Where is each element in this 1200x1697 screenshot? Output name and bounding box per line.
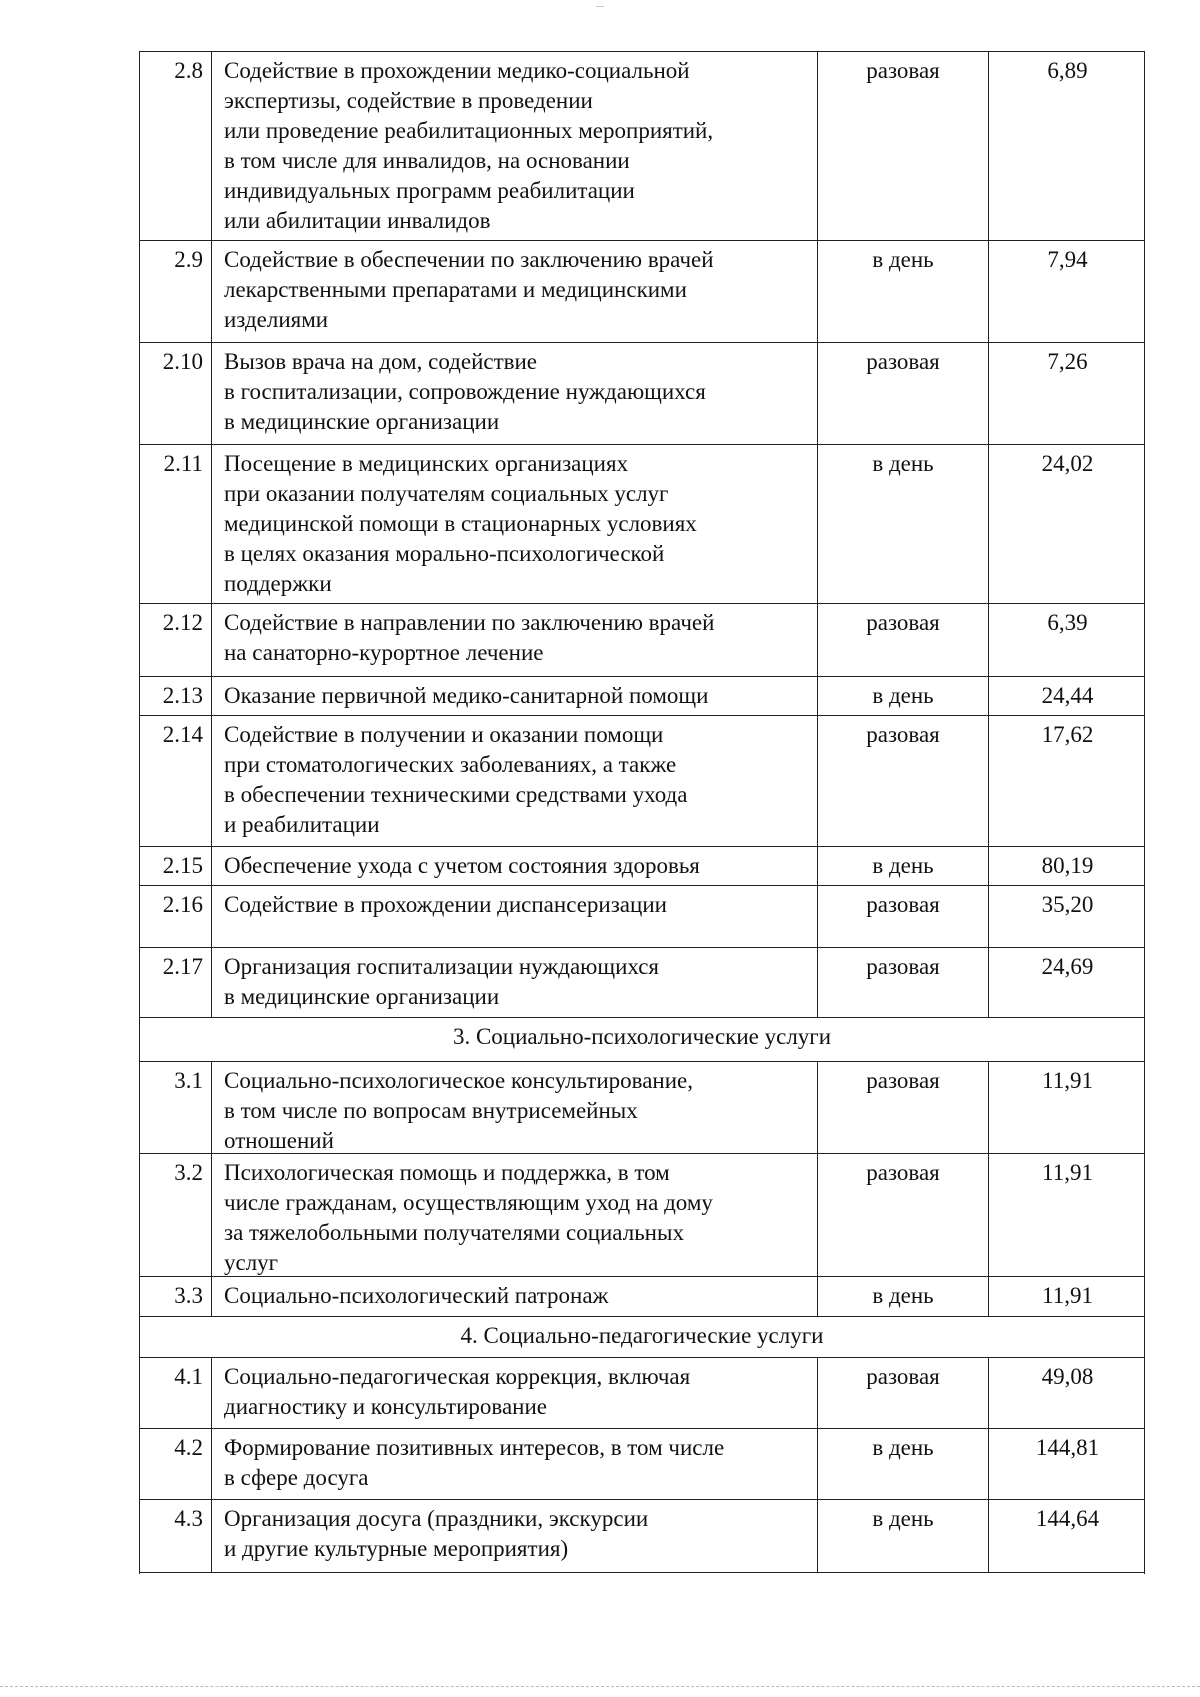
service-name-line: Оказание первичной медико-санитарной помощи [224, 683, 709, 708]
service-name [212, 52, 818, 240]
tariff-value: 6,39 [1047, 610, 1088, 635]
unit-of-service: разовая [818, 886, 989, 947]
service-name-line: в целях оказания морально-психологической [224, 541, 665, 566]
row-number: 4.1 [140, 1358, 212, 1428]
row-number: 2.12 [140, 604, 212, 676]
row-number: 2.15 [140, 847, 212, 885]
row-number: 4.3 [140, 1500, 212, 1572]
service-name-line: Содействие в обеспечении по заключению врачей [224, 247, 714, 272]
tariff-value: 49,08 [1041, 1364, 1094, 1389]
row-number: 4.2 [140, 1429, 212, 1499]
section-title: 4. Социально-педагогические услуги [460, 1323, 824, 1348]
scan-artifact [596, 6, 604, 7]
service-name-line: Психологическая помощь и поддержка, в том [224, 1160, 670, 1185]
service-name-line: при оказании получателям социальных услуг [224, 481, 669, 506]
unit-of-service: в день [818, 847, 989, 885]
service-name-line: в медицинские организации [224, 409, 500, 434]
service-name-line: услуг [224, 1250, 279, 1275]
table-row [140, 677, 1144, 716]
tariff-value: 7,26 [1047, 349, 1088, 374]
service-name-line: в том числе по вопросам внутрисемейных [224, 1098, 638, 1123]
service-name-line: и реабилитации [224, 812, 380, 837]
service-name [212, 445, 818, 603]
row-number: 2.8 [140, 52, 212, 240]
service-name-line: экспертизы, содействие в проведении [224, 88, 593, 113]
service-name [212, 1429, 818, 1499]
service-name [212, 241, 818, 342]
row-number: 2.11 [140, 445, 212, 603]
tariff-value: 24,02 [1041, 451, 1094, 476]
service-name-line: Формирование позитивных интересов, в том числе [224, 1435, 725, 1460]
service-name-line: на санаторно-курортное лечение [224, 640, 544, 665]
table-row [140, 343, 1144, 445]
unit-of-service: разовая [818, 1062, 989, 1153]
service-name-line: и другие культурные мероприятия) [224, 1536, 569, 1561]
tariff-value: 24,69 [1041, 954, 1094, 979]
service-name-line: числе гражданам, осуществляющим уход на дому [224, 1190, 713, 1215]
service-name-line: Содействие в направлении по заключению врачей [224, 610, 715, 635]
unit-of-service: разовая [818, 716, 989, 846]
unit-of-service: в день [818, 445, 989, 603]
tariff-value: 7,94 [1047, 247, 1088, 272]
unit-of-service: разовая [818, 948, 989, 1017]
service-name-line: при стоматологических заболеваниях, а также [224, 752, 677, 777]
service-name [212, 1500, 818, 1572]
table-row [140, 445, 1144, 604]
table-row [140, 948, 1144, 1018]
tariff-value: 11,91 [1042, 1283, 1093, 1308]
service-name [212, 886, 818, 947]
table-row [140, 886, 1144, 948]
unit-of-service: в день [818, 1500, 989, 1572]
service-name-line: Социально-психологическое консультирование, [224, 1068, 693, 1093]
service-name-line: в сфере досуга [224, 1465, 369, 1490]
service-name-line: отношений [224, 1128, 334, 1153]
table-row [140, 1429, 1144, 1500]
service-name-line: медицинской помощи в стационарных условиях [224, 511, 697, 536]
service-name [212, 677, 818, 715]
row-number: 3.3 [140, 1277, 212, 1316]
row-number: 3.1 [140, 1062, 212, 1153]
service-name-line: в медицинские организации [224, 984, 500, 1009]
table-row [140, 847, 1144, 886]
row-number: 2.13 [140, 677, 212, 715]
service-name-line: лекарственными препаратами и медицинскими [224, 277, 687, 302]
table-row [140, 1500, 1144, 1573]
service-name [212, 1154, 818, 1276]
service-name [212, 604, 818, 676]
service-name-line: поддержки [224, 571, 332, 596]
service-name [212, 716, 818, 846]
unit-of-service: разовая [818, 1358, 989, 1428]
service-name-line: Обеспечение ухода с учетом состояния здоровья [224, 853, 700, 878]
service-name-line: изделиями [224, 307, 329, 332]
unit-of-service: разовая [818, 343, 989, 444]
service-name-line: Содействие в получении и оказании помощи [224, 722, 664, 747]
service-name-line: за тяжелобольными получателями социальных [224, 1220, 684, 1245]
service-name-line: в обеспечении техническими средствами ухода [224, 782, 688, 807]
service-name [212, 1277, 818, 1316]
service-name-line: индивидуальных программ реабилитации [224, 178, 635, 203]
page-footer-rule [0, 1686, 1200, 1687]
table-row [140, 1358, 1144, 1429]
tariff-value: 24,44 [1041, 683, 1094, 708]
table-row [140, 716, 1144, 847]
row-number: 2.17 [140, 948, 212, 1017]
table-row [140, 604, 1144, 677]
service-name-line: Вызов врача на дом, содействие [224, 349, 538, 374]
unit-of-service: в день [818, 1429, 989, 1499]
unit-of-service: разовая [818, 604, 989, 676]
tariff-value: 6,89 [1047, 58, 1088, 83]
unit-of-service: разовая [818, 1154, 989, 1276]
service-name-line: Посещение в медицинских организациях [224, 451, 629, 476]
service-name-line: Социально-педагогическая коррекция, включая [224, 1364, 691, 1389]
table-row [140, 241, 1144, 343]
tariff-value: 17,62 [1041, 722, 1094, 747]
service-name-line: в том числе для инвалидов, на основании [224, 148, 630, 173]
service-name-line: Организация досуга (праздники, экскурсии [224, 1506, 649, 1531]
table-row [140, 1154, 1144, 1277]
service-name [212, 948, 818, 1017]
section-header-row [140, 1317, 1144, 1358]
unit-of-service: в день [818, 241, 989, 342]
service-name-line: диагностику и консультирование [224, 1394, 548, 1419]
service-name-line: Содействие в прохождении медико-социальной [224, 58, 690, 83]
tariff-value: 144,81 [1035, 1435, 1100, 1460]
service-name [212, 1062, 818, 1153]
unit-of-service: в день [818, 1277, 989, 1316]
table-row [140, 1277, 1144, 1317]
tariff-value: 80,19 [1041, 853, 1094, 878]
service-name [212, 343, 818, 444]
service-name-line: в госпитализации, сопровождение нуждающихся [224, 379, 706, 404]
service-name [212, 1358, 818, 1428]
row-number: 2.10 [140, 343, 212, 444]
service-name-line: Содействие в прохождении диспансеризации [224, 892, 667, 917]
row-number: 2.9 [140, 241, 212, 342]
tariff-value: 11,91 [1042, 1068, 1093, 1093]
service-name-line: Организация госпитализации нуждающихся [224, 954, 660, 979]
service-name [212, 847, 818, 885]
table-row [140, 1062, 1144, 1154]
section-title: 3. Социально-психологические услуги [452, 1024, 832, 1049]
unit-of-service: в день [818, 677, 989, 715]
section-header-row [140, 1018, 1144, 1062]
tariff-value: 35,20 [1041, 892, 1094, 917]
unit-of-service: разовая [818, 52, 989, 240]
tariff-value: 11,91 [1042, 1160, 1093, 1185]
table-row [140, 52, 1144, 241]
row-number: 3.2 [140, 1154, 212, 1276]
service-name-line: или проведение реабилитационных мероприятий, [224, 118, 714, 143]
row-number: 2.16 [140, 886, 212, 947]
service-name-line: или абилитации инвалидов [224, 208, 491, 233]
service-name-line: Социально-психологический патронаж [224, 1283, 609, 1308]
row-number: 2.14 [140, 716, 212, 846]
services-tariff-table [139, 51, 1145, 1574]
tariff-value: 144,64 [1035, 1506, 1100, 1531]
